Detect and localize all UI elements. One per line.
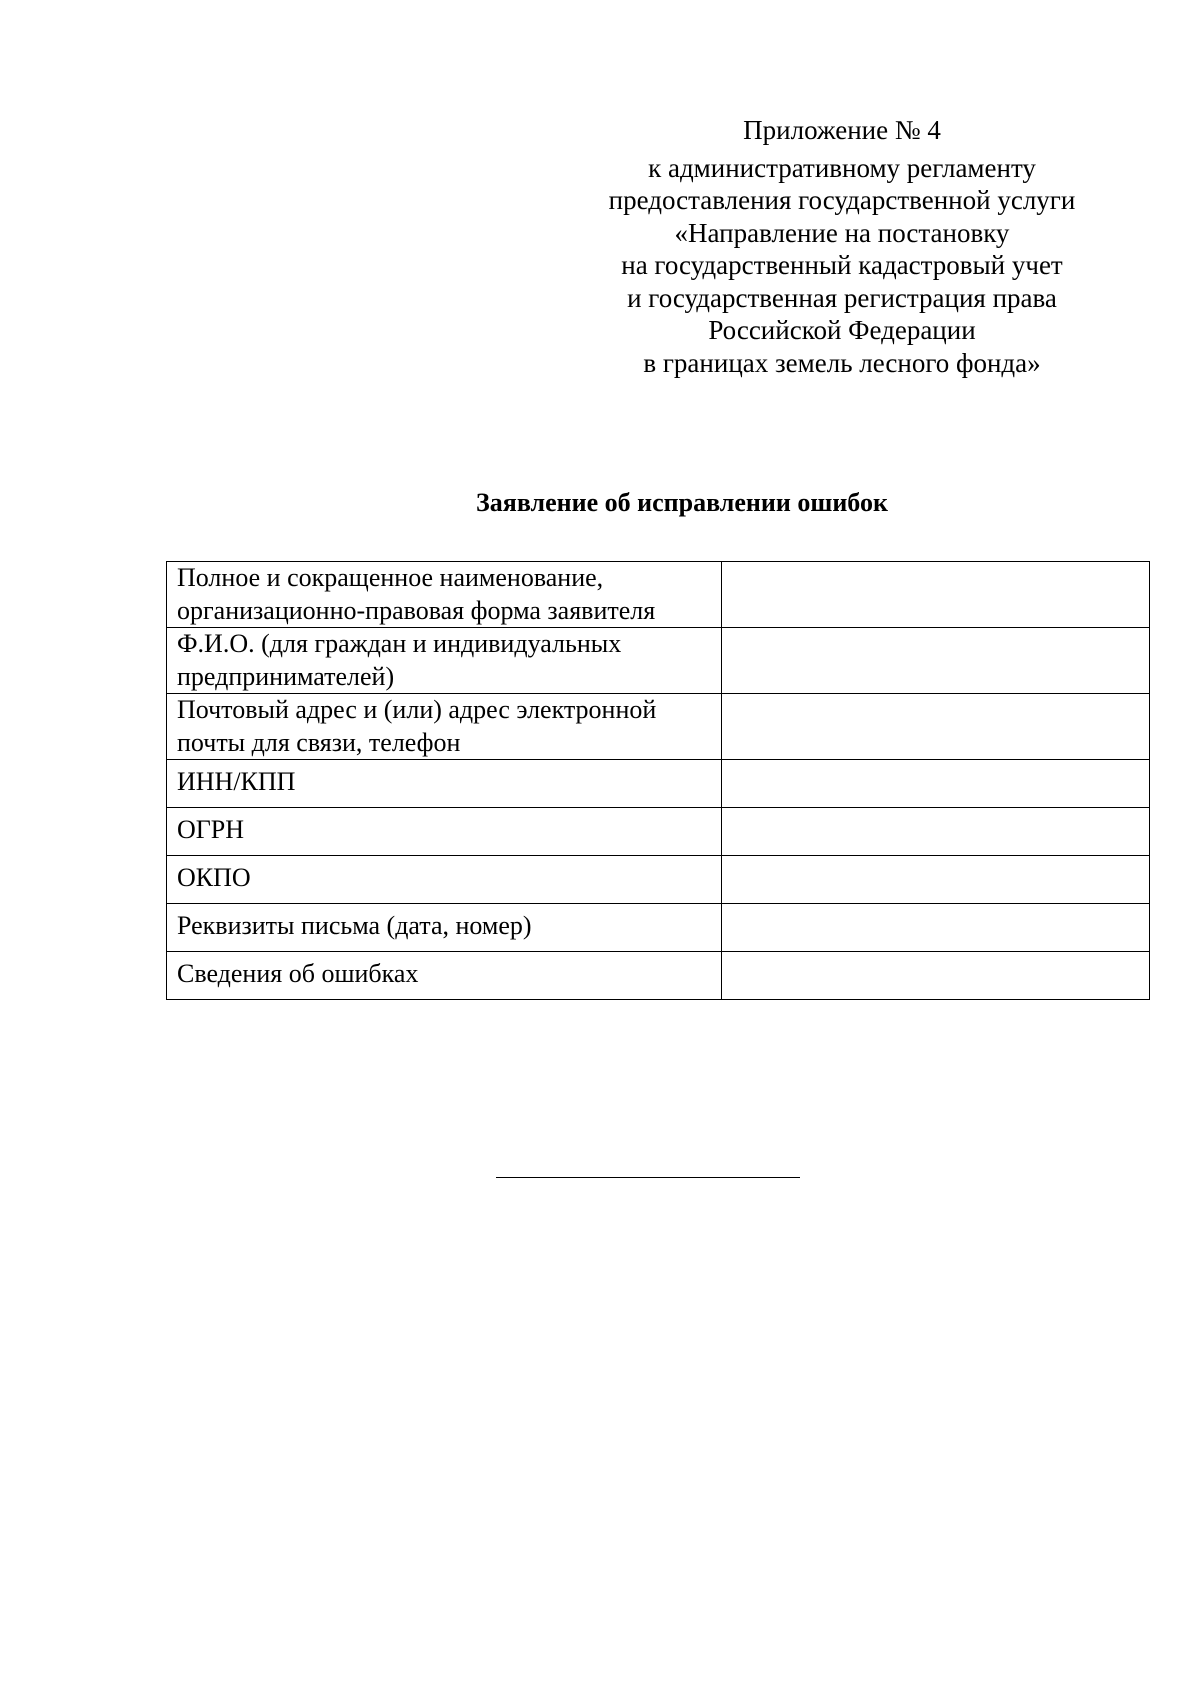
label-line: Почтовый адрес и (или) адрес электронной [177,695,657,724]
field-label-contact-address [167,694,722,760]
table-row [167,562,1150,628]
field-value-applicant-name[interactable] [722,562,1150,628]
appendix-line: и государственная регистрация права [627,282,1057,313]
table-row [167,856,1150,904]
field-label-applicant-name [167,562,722,628]
label-line: Полное и сокращенное наименование, [177,563,604,592]
field-value-contact-address[interactable] [722,694,1150,760]
label-line: почты для связи, телефон [177,727,461,757]
field-label-inn-kpp [167,760,722,808]
label-line: ОКПО [177,863,251,892]
table-row [167,808,1150,856]
field-label-full-name [167,628,722,694]
field-value-okpo[interactable] [722,856,1150,904]
field-value-ogrn[interactable] [722,808,1150,856]
appendix-header [586,114,1098,379]
table-row [167,904,1150,952]
label-line: ОГРН [177,815,245,844]
field-label-okpo [167,856,722,904]
label-line: организационно-правовая форма заявителя [177,595,656,625]
field-label-error-details [167,952,722,1000]
table-row [167,760,1150,808]
appendix-line: Российской Федерации [708,315,976,345]
table-row [167,694,1150,760]
application-form-table [166,561,1150,1000]
label-line: ИНН/КПП [177,767,296,796]
label-line: Ф.И.О. (для граждан и индивидуальных [177,629,622,658]
table-row [167,952,1150,1000]
appendix-line: на государственный кадастровый учет [621,250,1063,280]
appendix-line: к административному регламенту [648,152,1036,183]
signature-line [496,1177,800,1178]
label-line: Сведения об ошибках [177,959,419,988]
field-label-letter-details [167,904,722,952]
label-line: Реквизиты письма (дата, номер) [177,911,532,940]
appendix-number: Приложение № 4 [743,115,941,145]
field-label-ogrn [167,808,722,856]
label-line: предпринимателей) [177,661,395,691]
field-value-full-name[interactable] [722,628,1150,694]
document-title: Заявление об исправлении ошибок [476,488,888,517]
field-value-error-details[interactable] [722,952,1150,1000]
appendix-line: предоставления государственной услуги [608,185,1076,215]
appendix-line: в границах земель лесного фонда» [643,347,1041,378]
field-value-inn-kpp[interactable] [722,760,1150,808]
appendix-line: «Направление на постановку [674,217,1010,248]
table-row [167,628,1150,694]
field-value-letter-details[interactable] [722,904,1150,952]
